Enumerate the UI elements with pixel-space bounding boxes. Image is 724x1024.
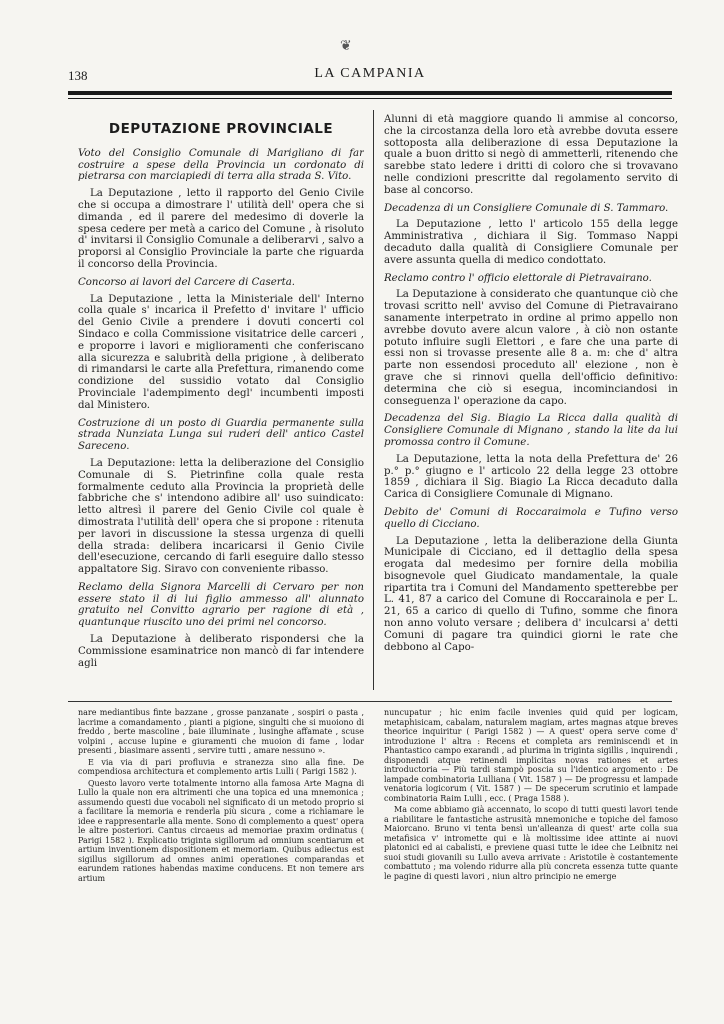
footnote-paragraph: Ma come abbiamo già accennato, lo scopo di tutti questi lavori tende a riabilitare le fantastiche astrusità mnemoniche e topiche del famoso Maiorcano. Bruno vi tenta bensì un'alleanza di quest' arte colla sua metafisica v' intromette qui e là moltissime idee attinte ai nuovi platonici ed ai cabalisti, e previene quasi tutte le idee che Leibnitz nei suoi studi giovanili su Lullo aveva arrivate : Aristotile è costantemente combattuto ; ma volendo ridurre alla più concreta essenza tutte quante le pagine di questi lavori , niun altro principio ne emerge bbox=[384, 805, 678, 881]
page-header bbox=[68, 62, 672, 84]
page-number: 138 bbox=[68, 68, 88, 83]
item-heading: Debito de' Comuni di Roccaraimola e Tufino verso quello di Cicciano. bbox=[384, 506, 678, 530]
footnote-paragraph: nare mediantibus finte bazzane , grosse panzanate , sospiri o pasta , lacrime a comandamento , pianti a pigione, singulti che si muoiono di freddo , berte mascoline , baie illuminate , lusinghe affamate , scuse volpini , accuse lupine e giuramenti che muoion di fame , lodar presenti , biasimare assenti , servire tutti , amare nessuno ». bbox=[78, 708, 364, 755]
item-heading: Voto del Consiglio Comunale di Marigliano di far costruire a spese della Provincia un cordonato di pietrarsa con marciapiedi di terra alla strada S. Vito. bbox=[78, 147, 364, 183]
item-heading: Decadenza di un Consigliere Comunale di S. Tammaro. bbox=[384, 202, 669, 214]
right-column bbox=[384, 114, 678, 694]
column-divider bbox=[373, 110, 374, 690]
left-column bbox=[78, 114, 364, 694]
header-ornament-icon: ❦ bbox=[340, 38, 352, 54]
footnote-paragraph: nuncupatur ; hic enim facile invenies quid quid per logicam, metaphisicam, cabalam, naturalem magiam, artes magnas atque breves theorice inquiritur ( Parigi 1582 ) — A quest' opera serve come d' introduzione l' altra : Recens et completa ars reminiscendi et in Phantastico campo exarandi , ad plurima in triginta sigillis , inquirendi , disponendi atque retinendi implicitas novas rationes et artes introductoria — Più tardi stampò poscia su l'identico argomento : De lampade combinatoria Lulliana ( Vit. 1587 ) — De progressu et lampade venatoria logicorum ( Vit. 1587 ) — De specerum scrutinio et lampade combinatoria Raim Lulli , ecc. ( Praga 1588 ). bbox=[384, 708, 678, 803]
footnote-paragraph: E via via di pari profluvia e stranezza sino alla fine. De compendiosa architectura et complemento artis Lulli ( Parigi 1582 ). bbox=[78, 757, 364, 776]
footnote-paragraph: Questo lavoro verte totalmente intorno alla famosa Arte Magna di Lullo la quale non era altrimenti che una topica ed una mnemonica ; assumendo questi due vocaboli nel significato di un metodo proprio si a facilitare la memoria e renderla più sicura , come a richiamare le idee e rappresentarle alla mente. Sono di complemento a quest' opera le altre posteriori. Cantus circaeus ad memoriae praxim ordinatus ( Parigi 1582 ). Explicatio triginta sigillorum ad omnium scentiarum et artium inventionem dispositionem et memoriam. Quibus adiectus est sigillus sigillorum ad omnes animi operationes comparandas et earundem rationes habendas maxime conducens. Et non temere ars artium bbox=[78, 778, 364, 883]
item-heading: Concorso ai lavori del Carcere di Caserta. bbox=[78, 276, 296, 288]
continued-paragraph: Alunni di età maggiore quando li ammise al concorso, che la circostanza della loro età avrebbe dovuta essere sottoposta alla deliberazione di essa Deputazione la quale a buon dritto si negò di ammetterli, ritenendo che sarebbe stato ledere i dritti di coloro che si trovavano nelle condizioni prescritte dal regolamento servito di base al concorso. bbox=[384, 114, 678, 196]
header-rule-thin bbox=[68, 98, 672, 99]
item-paragraph: La Deputazione: letta la deliberazione del Consiglio Comunale di S. Pietrinfine colla quale resta formalmente ceduto alla Provincia la proprietà delle fabbriche che s' intendono adibire all' uso suindicato: letto altresì il parere del Genio Civile col quale è dimostrata l'utilità dell' opera che si propone : ritenuta per lavori in discussione la stessa urgenza di quelli della strada: delibera incaricarsi il Genio Civile dell'esecuzione, cercando di farli eseguire dallo stesso appaltatore Sig. Siravo con conveniente ribasso. bbox=[78, 457, 364, 576]
section-title: DEPUTAZIONE PROVINCIALE bbox=[108, 121, 334, 137]
item-paragraph: La Deputazione , letto il rapporto del Genio Civile che si occupa a dimostrare l' utilità dell' opera che si dimanda , ed il parere del medesimo di doverle la spesa cedere per metà a carico del Comune , à risoluto d' invitarsi il Consiglio Comunale a deliberarvi , salvo a proporsi al Consiglio Provinciale la parte che riguarda il concorso della Provincia. bbox=[78, 188, 364, 270]
item-heading: Reclamo contro l' officio elettorale di Pietravairano. bbox=[384, 272, 652, 284]
journal-title: LA CAMPANIA bbox=[314, 66, 426, 81]
header-rule-thick bbox=[68, 91, 672, 95]
item-paragraph: La Deputazione à considerato che quantunque ciò che trovasi scritto nell' avviso del Comune di Pietravairano sanamente interpetrato in ordine al primo appello non avrebbe dovuto avere alcun valore , à ciò non ostante potuto influire sugli Elettori , e fare che una parte di essi non si trovasse presente alle 8 a. m: che d' altra parte non essendosi proceduto all' elezione , non è grave che si rinnovi quella dell'officio definitivo: determina che ciò si esegua, incominciandosi in conseguenza l' operazione da capo. bbox=[384, 289, 678, 407]
item-heading: Costruzione di un posto di Guardia permanente sulla strada Nunziata Lunga sui ruderi dell' antico Castel Sareceno. bbox=[78, 417, 364, 453]
item-heading: Reclamo della Signora Marcelli di Cervaro per non essere stato il di lui figlio ammesso all' alunnato gratuito nel Convitto agrario per ragione di età , quantunque riuscito uno dei primi nel concorso. bbox=[78, 581, 364, 629]
item-paragraph: La Deputazione à deliberato rispondersi che la Commissione esaminatrice non mancò di far intendere agli bbox=[78, 634, 364, 669]
item-paragraph: La Deputazione , letta la Ministeriale dell' Interno colla quale s' incarica il Prefetto d' invitare l' ufficio del Genio Civile a prendere i dovuti concerti col Sindaco e colla Commissione visitatrice delle carceri , e proporre i lavori e miglioramenti che conferiscano alla sicurezza e salubrità della prigione , à deliberato di rimandarsi le carte alla Prefettura, rimanendo come condizione del sussidio votato dal Consiglio Provinciale l'adempimento degl' incumbenti imposti dal Ministero. bbox=[78, 293, 364, 411]
item-paragraph: La Deputazione , letta la deliberazione della Giunta Municipale di Cicciano, ed il dettaglio della spesa erogata dal medesimo per fornire della mobilia bisognevole quel Giudicato mandamentale, la quale ripartita tra i Comuni del Mandamento spetterebbe per L. 41, 87 a carico del Comune di Roccarainola e per L. 21, 65 a carico di quello di Tufino, somme che finora non anno voluto versare ; delibera d' inculcarsi a' detti Comuni di pagare tra quindici giorni le rate che debbono al Capo- bbox=[384, 535, 678, 653]
footnote-rule bbox=[68, 701, 672, 702]
footnote-left-column bbox=[78, 708, 364, 948]
item-heading: Decadenza del Sig. Biagio La Ricca dalla qualità di Consigliere Comunale di Mignano , stando la lite da lui promossa contro il Comune. bbox=[384, 413, 678, 448]
item-paragraph: La Deputazione , letto l' articolo 155 della legge Amministrativa , dichiara il Sig. Tommaso Nappi decaduto dalla qualità di Consigliere Comunale per avere assunta quella di medico condottato. bbox=[384, 219, 678, 266]
footnote-right-column bbox=[384, 708, 678, 948]
item-paragraph: La Deputazione, letta la nota della Prefettura de' 26 p.° p.° giugno e l' articolo 22 della legge 23 ottobre 1859 , dichiara il Sig. Biagio La Ricca decaduto dalla Carica di Consigliere Comunale di Mignano. bbox=[384, 453, 678, 501]
